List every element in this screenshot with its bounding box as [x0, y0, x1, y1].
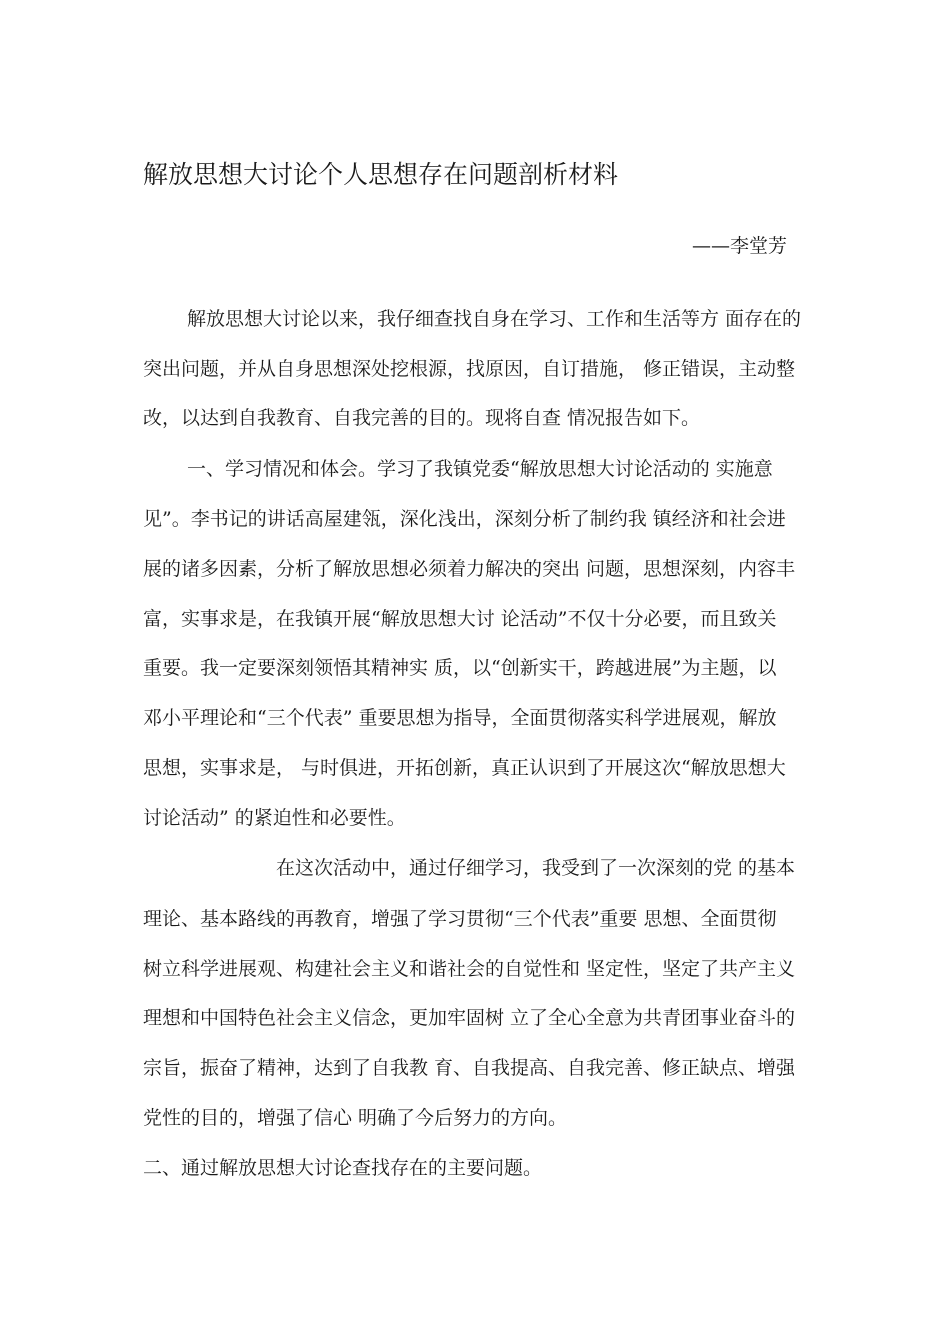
document-author: ——李堂芳 [692, 235, 788, 257]
paragraph-line: 理想和中国特色社会主义信念，更加牢固树 立了全心全意为共青团事业奋斗的 [143, 1007, 796, 1029]
paragraph-line: 见”。李书记的讲话高屋建瓴，深化浅出，深刻分析了制约我 镇经济和社会进 [143, 508, 786, 530]
paragraph-line: 一、学习情况和体会。学习了我镇党委“解放思想大讨论活动的 实施意 [187, 458, 773, 480]
paragraph-line: 讨论活动” 的紧迫性和必要性。 [143, 807, 406, 829]
paragraph-line: 展的诸多因素，分析了解放思想必须着力解决的突出 问题，思想深刻，内容丰 [143, 558, 796, 580]
paragraph-line: 突出问题，并从自身思想深处挖根源，找原因，自订措施， 修正错误，主动整 [143, 358, 796, 380]
paragraph-line: 在这次活动中，通过仔细学习，我受到了一次深刻的党 的基本 [276, 857, 796, 879]
paragraph-line: 富，实事求是，在我镇开展“解放思想大讨 论活动”不仅十分必要，而且致关 [143, 608, 777, 630]
paragraph-line: 邓小平理论和“三个代表” 重要思想为指导，全面贯彻落实科学进展观，解放 [143, 707, 777, 729]
paragraph-line: 宗旨，振奋了精神，达到了自我教 育、自我提高、自我完善、修正缺点、增强 [143, 1057, 796, 1079]
document-title: 解放思想大讨论个人思想存在问题剖析材料 [143, 160, 619, 189]
paragraph-line: 树立科学进展观、构建社会主义和谐社会的自觉性和 坚定性，坚定了共产主义 [143, 958, 796, 980]
paragraph-line: 党性的目的，增强了信心 明确了今后努力的方向。 [143, 1107, 568, 1129]
paragraph-line: 重要。我一定要深刻领悟其精神实 质，以“创新实干，跨越进展”为主题，以 [143, 657, 777, 679]
paragraph-line: 思想，实事求是， 与时俱进，开拓创新，真正认识到了开展这次“解放思想大 [143, 757, 786, 779]
paragraph-line: 改，以达到自我教育、自我完善的目的。现将自查 情况报告如下。 [143, 407, 701, 429]
section-heading: 二、通过解放思想大讨论查找存在的主要问题。 [143, 1157, 543, 1179]
paragraph-line: 解放思想大讨论以来，我仔细查找自身在学习、工作和生活等方 面存在的 [187, 308, 802, 330]
paragraph-line: 理论、基本路线的再教育，增强了学习贯彻“三个代表”重要 思想、全面贯彻 [143, 908, 777, 930]
